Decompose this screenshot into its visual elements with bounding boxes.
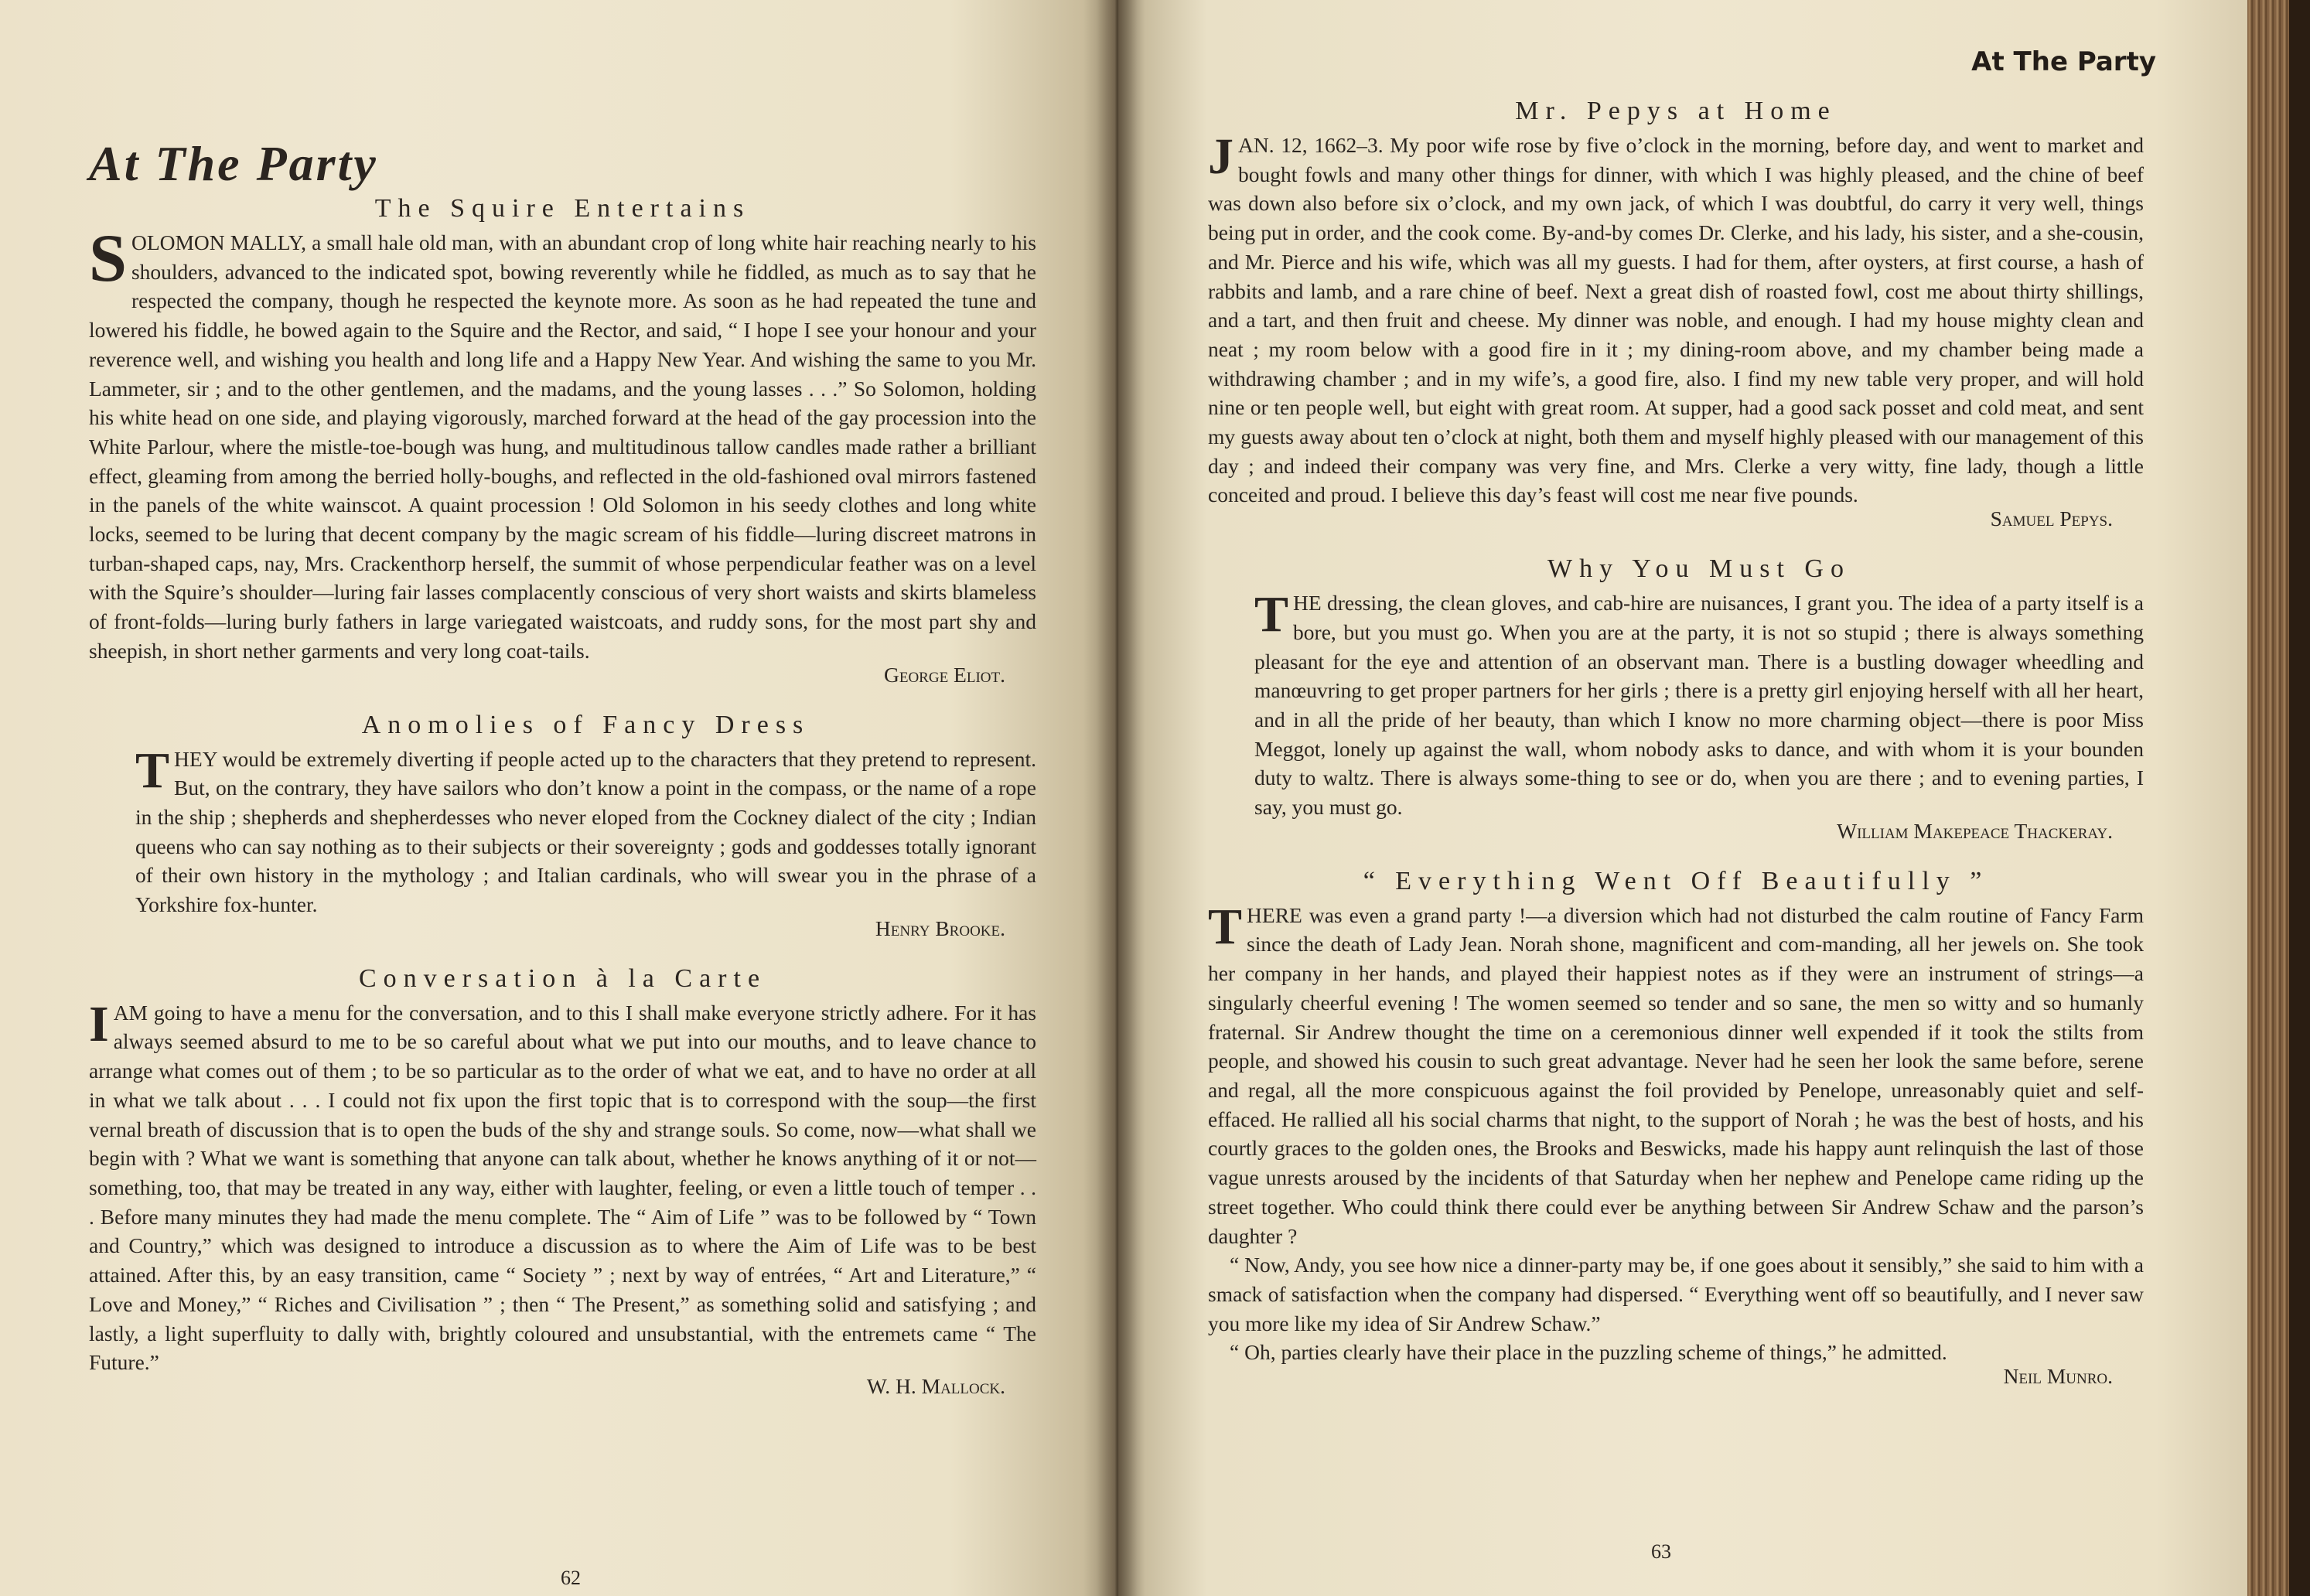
page-number-left: 62 — [561, 1567, 581, 1589]
section-everything-went-off — [1208, 867, 2144, 1389]
section-body — [89, 995, 1036, 1377]
section-conversation — [89, 964, 1036, 1399]
body-text: HE dressing, the clean gloves, and cab-hire are nuisances, I grant you. The idea of a party itself is a bore, but you must go. When you are at the party, it is not so stupid ; there is always something pleasant for the eye and attention of an observant man. There is a bustling dowager wheedling and manœuvring to get proper partners for her girls ; there is a pretty girl enjoying herself with all her heart, and in all the pride of her beauty, than which I know no more charming object—there is poor Miss Meggot, lonely up against the wall, whom nobody asks to dance, and with whom it is your bounden duty to waltz. There is always some-thing to see or do, when you are there ; and to evening parties, I say, you must go. — [1254, 591, 2144, 820]
body-text: AN. 12, 1662–3. My poor wife rose by five o’clock in the morning, before day, and went to market and bought fowls and many other things for dinner, with which I was highly pleased, and the chine of beef was down also before six o’clock, and my own jack, of which I was doubtful, do carry it very well, things being put in order, and the cook come. By-and-by comes Dr. Clerke, and his lady, his sister, and a she-cousin, and Mr. Pierce and his wife, which was all my guests. I had for them, after oysters, at first course, a hash of rabbits and lamb, and a rare chine of beef. Next a great dish of roasted fowl, cost me about thirty shillings, and a tart, and then fruit and cheese. My dinner was noble, and enough. I had my house mighty clean and neat ; my room below with a good fire in it ; my dining-room above, and my chamber being made a withdrawing chamber ; and in my wife’s, a good fire, also. I find my new table very proper, and will hold nine or ten people well, but eight with great room. At supper, had a good sack posset and cold meat, and sent my guests away about ten o’clock at night, both them and myself highly pleased with our management of this day ; and indeed their company was very fine, and Mrs. Clerke a very witty, fine lady, though a little conceited and proud. I believe this day’s feast will cost me near five pounds. — [1208, 133, 2144, 507]
section-title: Anomolies of Fancy Dress — [361, 710, 810, 739]
section-squire-entertains — [89, 194, 1036, 687]
running-title: At The Party — [1971, 46, 2156, 77]
chapter-title: At The Party — [89, 136, 378, 191]
author-credit: Samuel Pepys. — [1990, 506, 2113, 531]
author-credit: Henry Brooke. — [875, 916, 1005, 940]
body-text: AM going to have a menu for the conversation, and to this I shall make everyone strictly adhere. For it has always seemed absurd to me to be so careful about what we put into our mouths, and to leave chance to arrange what comes out of them ; to be so particular as to the order of what we eat, and to have no order at all in what we talk about . . . I could not fix upon the first topic that is to correspond with the soup—the first vernal breath of discussion that is to open the buds of the shy and strange souls. So come, now—what shall we begin with ? What we want is something that anyone can talk about, whether he knows anything of it or not—something, too, that may be treated in any way, either with laughter, feeling, or even a little touch of temper . . . Before many minutes they had made the menu complete. The “ Aim of Life ” was to be followed by “ Town and Country,” which was designed to introduce a discussion as to where the Aim of Life was to be best attained. After this, by an easy transition, came “ Society ” ; next by way of entrées, “ Art and Literature,” “ Love and Money,” “ Riches and Civilisation ” ; then “ The Present,” as something solid and satisfying ; and lastly, a light superfluity to dally with, brightly coloured and unsubstantial, with the entremets came “ The Future.” — [89, 1000, 1036, 1375]
section-why-you-must-go — [1208, 554, 2144, 844]
page-number-right: 63 — [1651, 1540, 1671, 1563]
section-title: Why You Must Go — [1547, 554, 1851, 584]
section-body-continued: “ Oh, parties clearly have their place in the puzzling scheme of things,” he admitted. — [1230, 1340, 1947, 1365]
section-fancy-dress — [89, 711, 1036, 941]
table-background — [2289, 0, 2310, 1596]
section-body — [1208, 128, 2144, 510]
left-page — [0, 0, 1117, 1596]
drop-cap: T — [135, 742, 170, 799]
drop-cap: T — [1208, 898, 1243, 955]
author-credit: Neil Munro. — [2003, 1364, 2113, 1389]
drop-cap: I — [89, 995, 109, 1052]
section-pepys — [1208, 97, 2144, 531]
section-body — [1254, 588, 2144, 822]
section-title: “ Everything Went Off Beautifully ” — [1363, 866, 1989, 895]
body-text: HEY would be extremely diverting if people acted up to the characters that they pretend to represent. But, on the contrary, they have sailors who don’t know a point in the compass, or the name of a rope in the ship ; shepherds and shepherdesses who never eloped from the Cockney dialect of the city ; Indian queens who can say nothing as to their subjects or their sovereignty ; gods and goddesses totally ignorant of their own history in the mythology ; and Italian cardinals, who will swear you in the phrase of a Yorkshire fox-hunter. — [135, 746, 1036, 917]
book-gutter-shadow — [1097, 0, 1137, 1596]
section-body — [1208, 898, 2144, 1250]
drop-cap: J — [1208, 128, 1233, 185]
section-body-continued: “ Now, Andy, you see how nice a dinner-party may be, if one goes about it sensibly,” she said to him with a smack of satisfaction when the company had dispersed. “ Everything went off so beautifully, and I never saw you more like my idea of Sir Andrew Schaw.” — [1208, 1253, 2144, 1335]
left-page-text-column — [89, 135, 1036, 1399]
section-body — [89, 221, 1036, 666]
author-credit: W. H. Mallock. — [866, 1373, 1005, 1398]
section-title: Conversation à la Carte — [358, 963, 767, 993]
drop-cap: T — [1254, 586, 1289, 643]
author-credit: George Eliot. — [884, 662, 1005, 687]
right-page-text-column — [1208, 97, 2144, 1389]
drop-cap: S — [89, 221, 127, 296]
section-body — [135, 742, 1036, 919]
body-text: OLOMON MALLY, a small hale old man, with an abundant crop of long white hair reaching nearly to his shoulders, advanced to the indicated spot, bowing reverently while he fiddled, as much as to say that he respected the company, though he respected the keynote more. As soon as he had repeated the tune and lowered his fiddle, he bowed again to the Squire and the Rector, and said, “ I hope I see your honour and your reverence well, and wishing you health and long life and a Happy New Year. And wishing the same to you Mr. Lammeter, sir ; and to the other gentlemen, and the madams, and the young lasses . . .” So Solomon, holding his white head on one side, and playing vigorously, marched forward at the head of the gay procession into the White Parlour, where the mistle-toe-bough was hung, and multitudinous tallow candles made rather a brilliant effect, gleaming from among the berried holly-boughs, and reflected in the old-fashioned oval mirrors fastened in the panels of the white wainscot. A quaint procession ! Old Solomon in his seedy clothes and long white locks, seemed to be luring that decent company by the magic scream of his fiddle—luring discreet matrons in turban-shaped caps, nay, Mrs. Crackenthorp herself, the summit of whose perpendicular feather was on a level with the Squire’s shoulder—luring fair lasses complacently conscious of very short waists and skirts blameless of front-folds—luring burly fathers in large variegated waistcoats, and ruddy sons, for the most part shy and sheepish, in short nether garments and very long coat-tails. — [89, 230, 1036, 663]
section-title: Mr. Pepys at Home — [1515, 97, 1837, 125]
body-text: HERE was even a grand party !—a diversion which had not disturbed the calm routine of Fancy Farm since the death of Lady Jean. Norah shone, magnificent and com-manding, all her jewels on. She took her company in her hands, and played their happiest notes as if they were an instrument of strings—a singularly cheerful evening ! The women seemed so tender and so sane, the men so witty and so humanly fraternal. Sir Andrew thought the time on a ceremonious dinner well expended if it took the stilts from people, and showed his cousin to such great advantage. Never had he seen her look the same before, serene and regal, all the more conspicuous against the foil provided by Penelope, unreasonably quiet and self-effaced. He rallied all his social charms that night, to the support of Norah ; he was the best of hosts, and his courtly graces to the golden ones, the Brooks and Beswicks, made his happy aunt relinquish the last of those vague unrests aroused by the incidents of that Saturday when her nephew and Penelope came riding up the street together. Who could think there could ever be anything between Sir Andrew Schaw and the parson’s daughter ? — [1208, 902, 2144, 1248]
author-credit: William Makepeace Thackeray. — [1837, 818, 2113, 843]
section-title: The Squire Entertains — [374, 194, 751, 223]
